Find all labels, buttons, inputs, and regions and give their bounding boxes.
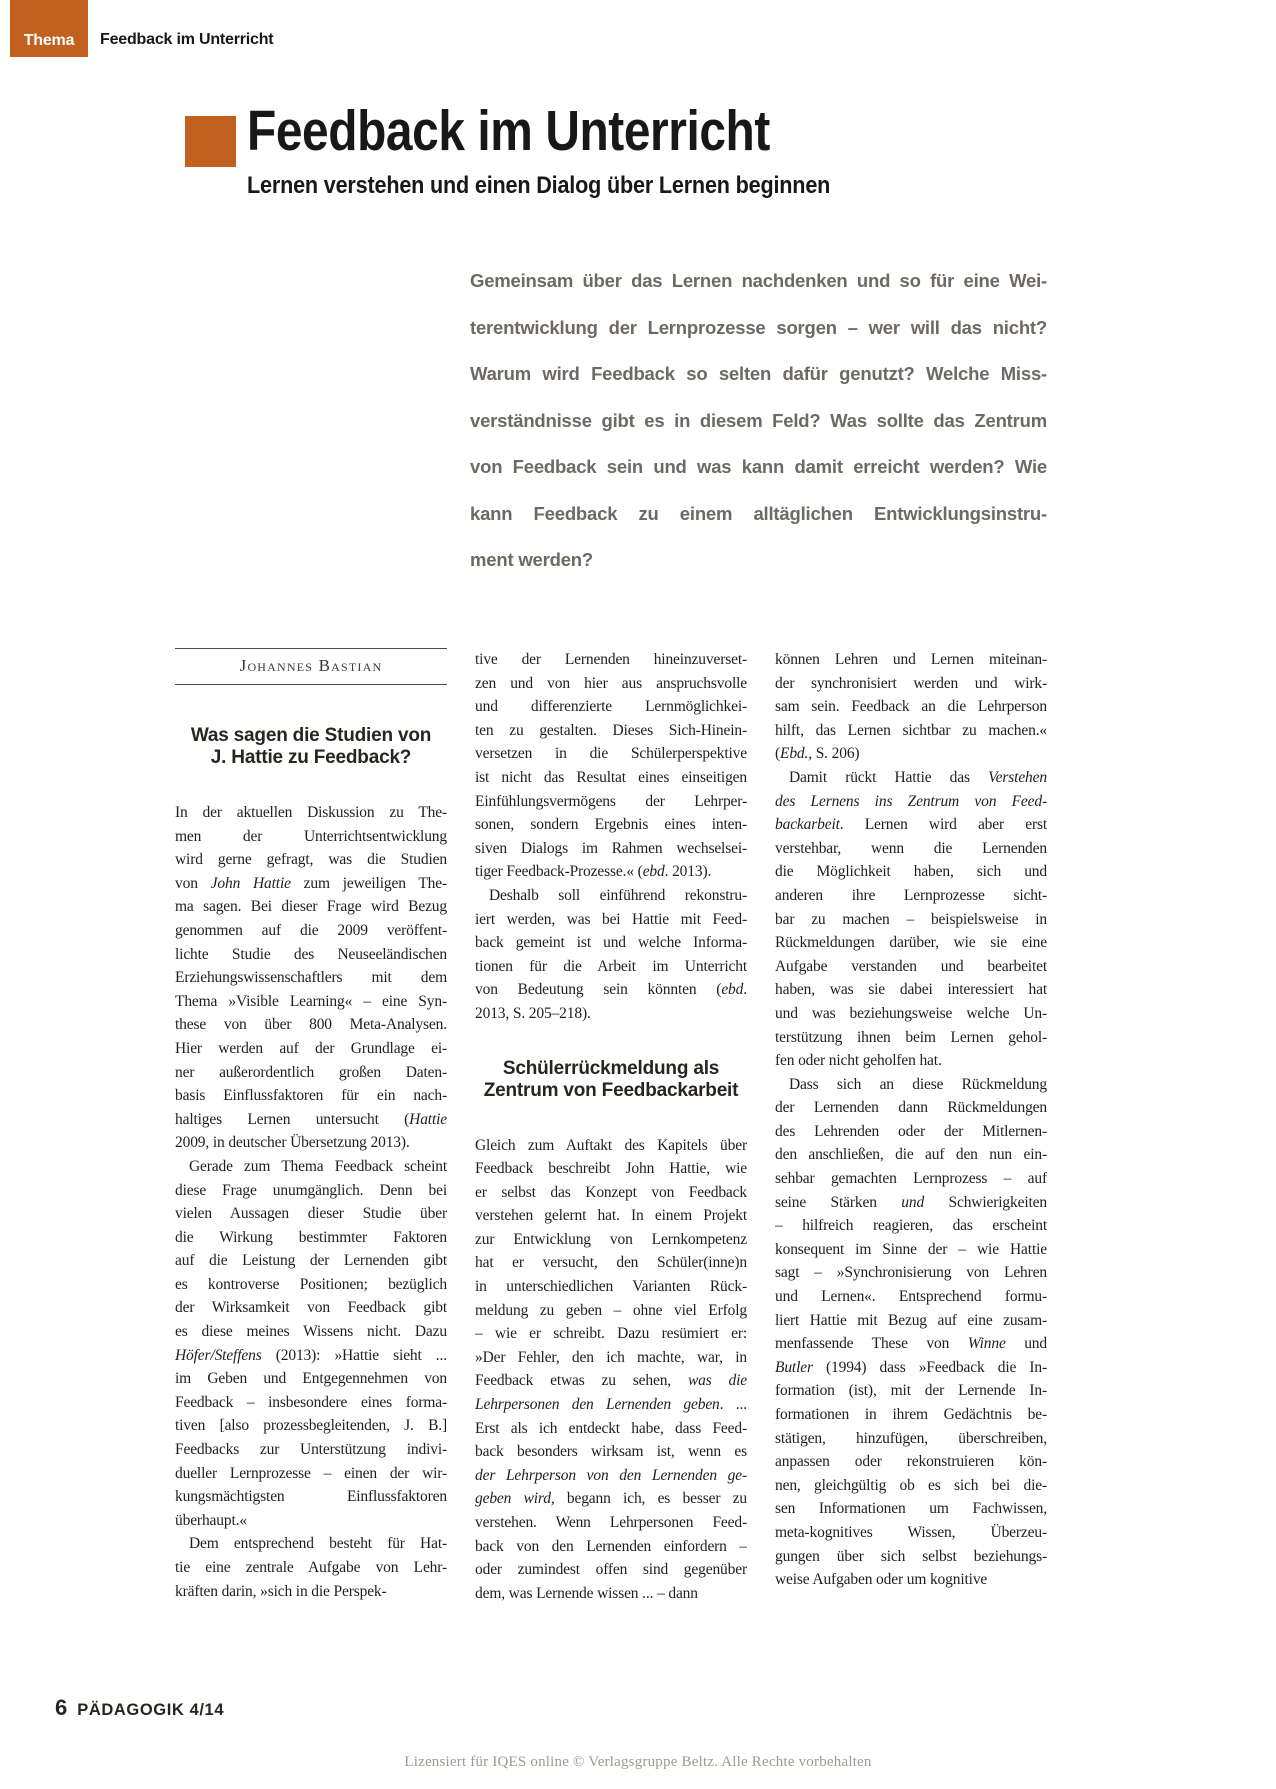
text-line: wird gerne gefragt, was die Studien [175,851,447,869]
lead-paragraph [470,270,1047,596]
section-heading-line: Zentrum von Feedbackarbeit [483,1079,739,1101]
thema-tab [10,0,88,57]
text-line: backarbeit. Lernen wird aber erst [775,816,1047,834]
footer-page-info [55,1695,224,1721]
text-line: der Lehrperson von den Lernenden ge- [475,1466,747,1484]
text-line: ist nicht das Resultat eines einseitigen [475,768,747,786]
text-line: anpassen oder rekonstruieren kön- [775,1453,1047,1471]
running-head-topic: Feedback im Unterricht [100,31,274,48]
text-line: dem, was Lernende wissen ... – dann [475,1584,698,1602]
text-line: anderen ihre Lernprozesse sicht- [775,886,1047,904]
text-line: tiven [also prozessbegleitenden, J. B.] [175,1417,447,1435]
article-columns [175,648,1047,1605]
text-line: des Lehrenden oder der Mitlernen- [775,1122,1047,1140]
text-line: den anschließen, die auf den nun ein- [775,1146,1047,1164]
text-line: seine Stärken und Schwierigkeiten [775,1193,1047,1211]
text-line: 2009, in deutscher Übersetzung 2013). [175,1134,410,1152]
text-line: Feedback etwas zu sehen, was die [475,1372,747,1390]
text-line: und differenzierte Lernmöglichkei- [475,698,747,716]
text-line: geben wird, begann ich, es besser zu [475,1490,747,1508]
text-line: Gerade zum Thema Feedback scheint [189,1157,447,1175]
body-paragraph [475,884,747,1026]
text-line: ner außerordentlich großen Daten- [175,1063,447,1081]
section-heading-line: J. Hattie zu Feedback? [210,747,412,768]
text-line: die Wirkung bestimmter Faktoren [175,1228,447,1246]
text-line: Deshalb soll einführend rekonstru- [489,886,747,904]
title-bullet-square [185,116,236,167]
text-line: fen oder nicht geholfen hat. [775,1052,942,1070]
text-line: »Der Fehler, den ich machte, war, in [475,1348,747,1366]
text-line: back von den Lernenden einfordern – [475,1537,747,1555]
text-line: back besonders wirksam ist, wenn es [475,1443,747,1461]
text-line: ten zu gestalten. Dieses Sich-Hinein- [475,721,747,739]
page-subtitle: Lernen verstehen und einen Dialog über Lernen beginnen [247,172,831,199]
text-line: Feedback – insbesondere eines forma- [175,1393,447,1411]
column-1 [175,648,447,1605]
text-line: er selbst das Konzept von Feedback [475,1183,747,1201]
magazine-name: PÄDAGOGIK 4/14 [77,1701,225,1719]
text-line: tie eine zentrale Aufgabe von Lehr- [175,1559,447,1576]
text-line: überhaupt.« [175,1511,247,1529]
text-line: hat er versucht, den Schüler(inne)n [475,1254,747,1272]
section-heading [175,725,447,769]
section-heading [475,1058,747,1102]
text-line: diese Frage unumgänglich. Denn bei [175,1181,447,1199]
text-line: – wie er schreibt. Dazu resümiert er: [475,1325,747,1343]
text-line: Erst als ich entdeckt habe, dass Feed- [475,1419,747,1437]
text-line: und was beziehungsweise welche Un- [775,1004,1047,1022]
body-paragraph [175,801,447,1155]
text-line: sam sein. Feedback an die Lehrperson [775,698,1047,716]
text-line: siven Dialogs im Rahmen wechselsei- [475,839,747,857]
text-line: Einfühlungsvermögens der Lehrper- [475,792,747,810]
text-line: Dass sich an diese Rückmeldung [789,1075,1047,1093]
section-heading-line: Was sagen die Studien von [190,725,432,746]
text-line: der Wirksamkeit von Feedback gibt [175,1299,447,1317]
body-paragraph [475,648,747,884]
text-line: es kontroverse Positionen; bezüglich [175,1275,447,1293]
text-line: der Lernenden dann Rückmeldungen [775,1099,1047,1117]
text-line: nen, gleichgültig ob es sich bei die- [775,1476,1047,1494]
text-line: – hilfreich reagieren, das erscheint [775,1217,1047,1235]
text-line: hilft, das Lernen sichtbar zu machen.« [775,721,1047,739]
text-line: des Lernens ins Zentrum von Feed- [775,792,1047,810]
text-line: verstehbar, wenn die Lernenden [775,839,1047,857]
text-line: der synchronisiert werden und wirk- [775,674,1047,692]
text-line: gungen über sich selbst beziehungs- [775,1547,1047,1565]
text-line: terstützung ihnen beim Lernen gehol- [775,1028,1047,1046]
text-line: im Geben und Entgegennehmen von [175,1370,447,1388]
text-line: in unterschiedlichen Varianten Rück- [475,1278,747,1296]
text-line: sagt – »Synchronisierung von Lehren [775,1264,1047,1282]
text-line: von John Hattie zum jeweiligen The- [175,874,447,892]
text-line: formation (ist), mit der Lernende In- [775,1382,1047,1400]
body-paragraph [775,648,1047,766]
body-paragraph [775,1073,1047,1592]
text-line: Feedbacks zur Unterstützung indivi- [175,1441,447,1459]
text-line: tiger Feedback-Prozesse.« (ebd. 2013). [475,863,712,881]
column-3 [775,648,1047,1605]
text-line: die Möglichkeit haben, sich und [775,863,1047,881]
text-line: sehbar gemachten Lernprozess – auf [775,1170,1047,1188]
text-line: genommen auf die 2009 veröffent- [175,921,447,939]
text-line: Gleich zum Auftakt des Kapitels über [475,1136,747,1154]
text-line: meta-kognitives Wissen, Überzeu- [775,1523,1047,1541]
text-line: können Lehren und Lernen miteinan- [775,651,1047,668]
body-paragraph [175,1532,447,1603]
text-line: 2013, S. 205–218). [475,1004,591,1022]
lead-line: kann Feedback zu einem alltäglichen Entwicklungsinstru- [470,502,1047,524]
text-line: kungsmächtigsten Einflussfaktoren [175,1488,447,1506]
author-name: Johannes Bastian [175,648,447,685]
text-line: meldung zu geben – ohne viel Erfolg [475,1301,747,1319]
text-line: Damit rückt Hattie das Verstehen [789,768,1047,786]
lead-line: von Feedback sein und was kann damit erreicht werden? Wie [470,456,1047,477]
text-line: Rückmeldungen darüber, wie sie eine [775,934,1047,952]
section-heading-line: Schülerrückmeldung als [502,1057,720,1079]
text-line: formationen in ihrem Gedächtnis be- [775,1406,1047,1423]
text-line: verstehen. Wenn Lehrpersonen Feed- [475,1514,747,1531]
text-line: men der Unterrichtsentwicklung [175,827,447,845]
text-line: dueller Lernprozesse – einen der wir- [175,1464,447,1482]
text-line: tionen für die Arbeit im Unterricht [475,957,747,975]
text-line: konsequent im Sinne der – wie Hattie [775,1240,1047,1258]
text-line: Höfer/Steffens (2013): »Hattie sieht ... [175,1346,447,1364]
text-line: stätigen, hinzufügen, überschreiben, [775,1429,1047,1447]
lead-line: verständnisse gibt es in diesem Feld? Was sollte das Zentrum [470,409,1047,431]
text-line: und Lernen«. Entsprechend formu- [775,1288,1047,1306]
lead-line: Gemeinsam über das Lernen nachdenken und so für eine Wei- [470,270,1047,291]
text-line: (Ebd., S. 206) [775,745,860,763]
text-line: liert Hattie mit Bezug auf eine zusam- [775,1311,1047,1329]
text-line: ma sagen. Bei dieser Frage wird Bezug [175,898,447,916]
body-paragraph [775,766,1047,1073]
text-line: Aufgabe verstanden und bearbeitet [775,957,1047,975]
body-paragraph [175,1155,447,1533]
text-line: vielen Aussagen dieser Studie über [175,1205,447,1223]
text-line: sen Informationen um Fachwissen, [775,1500,1047,1518]
text-line: oder zumindest offen sind gegenüber [475,1561,747,1579]
text-line: these von über 800 Meta-Analysen. [175,1016,447,1034]
text-line: zur Entwicklung von Lernkompetenz [475,1230,747,1248]
page-number: 6 [55,1695,68,1720]
text-line: Hier werden auf der Grundlage ei- [175,1039,447,1057]
body-paragraph [475,1134,747,1606]
text-line: zen und von hier aus anspruchsvolle [475,674,747,692]
column-2 [475,648,747,1605]
lead-line: terentwicklung der Lernprozesse sorgen – wer will das nicht? [470,316,1047,338]
text-line: tive der Lernenden hineinzuverset- [475,651,747,668]
text-line: Feedback beschreibt John Hattie, wie [475,1160,747,1178]
text-line: versetzen in die Schülerperspektive [475,745,747,763]
text-line: menfassende These von Winne und [775,1335,1047,1353]
text-line: Lehrpersonen den Lernenden geben. ... [475,1396,747,1414]
text-line: In der aktuellen Diskussion zu The- [175,804,447,821]
text-line: Erziehungswissenschaftlers mit dem [175,969,447,987]
lead-line: ment werden? [470,549,594,570]
text-line: es diese meines Wissens nicht. Dazu [175,1323,447,1341]
thema-tab-label: Thema [23,32,75,49]
text-line: weise Aufgaben oder um kognitive [775,1571,988,1589]
text-line: sonen, sondern Ergebnis eines inten- [475,816,747,834]
text-line: iert werden, was bei Hattie mit Feed- [475,910,747,928]
text-line: Dem entsprechend besteht für Hat- [189,1535,447,1553]
text-line: verstehen gelernt hat. In einem Projekt [475,1207,747,1225]
text-line: basis Einflussfaktoren für ein nach- [175,1087,447,1105]
license-line: Lizensiert für IQES online © Verlagsgruppe Beltz. Alle Rechte vorbehalten [404,1754,872,1770]
text-line: auf die Leistung der Lernenden gibt [175,1252,447,1270]
text-line: lichte Studie des Neuseeländischen [175,945,447,963]
page-title: Feedback im Unterricht [247,99,770,163]
text-line: Thema »Visible Learning« – eine Syn- [175,992,447,1010]
text-line: Butler (1994) dass »Feedback die In- [775,1358,1047,1376]
text-line: bar zu machen – beispielsweise in [775,910,1047,928]
text-line: haben, was sie dabei interessiert hat [775,981,1047,999]
text-line: von Bedeutung sein könnten (ebd. [475,981,747,999]
text-line: haltiges Lernen untersucht (Hattie [175,1110,447,1128]
lead-line: Warum wird Feedback so selten dafür genutzt? Welche Miss- [470,363,1047,384]
text-line: kräften darin, »sich in die Perspek- [175,1582,387,1600]
text-line: back gemeint ist und welche Informa- [475,934,747,952]
